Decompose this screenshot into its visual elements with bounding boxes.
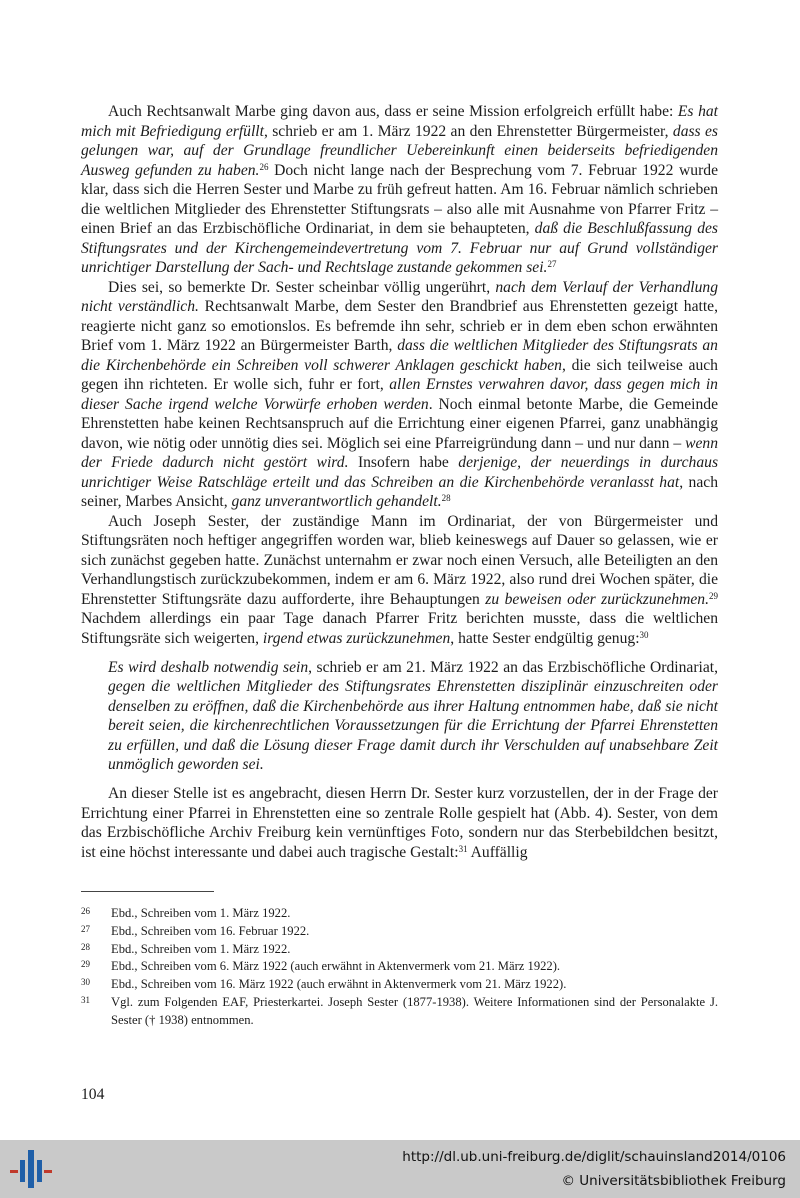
footnote-number: 31 [81,994,90,1005]
italic-text: gegen die weltlichen Mitglieder des Stiftungsrates Ehrenstetten disziplinär einzuschreiten oder denselben zu eröffnen, daß die Kirchenbehörde aus ihrer Haltung entnommen habe, daß sie nicht bereit seien, die kirchenrechtlichen Voraussetzungen für die Errichtung der Pfarrei Ehrenstetten zu erfüllen, und daß die Lösung dieser Frage damit durch ihr Verschulden auf unabsehbare Zeit unmöglich geworden sei. [108,678,718,774]
block-quote [108,658,718,774]
text-run: Rechtsanwalt Marbe, dem Sester den Brandbrief aus Ehrenstetten gezeigt hatte, reagierte nicht ganz so emotionslos. Es befremde ihn sehr, schrieb er in dem eben schon erwähnten Brief vom 1. März 1922 an Bürgermeister Barth, [81,298,718,354]
text-run: Insofern habe [348,454,459,471]
text-run: , hatte Sester endgültig genug: [450,629,640,647]
paragraph [81,102,718,278]
italic-text: allen Ernstes verwahren davor, dass gegen mich in dieser Sache irgend welche Vorwürfe erhoben werden [81,376,718,413]
footnote-number: 27 [81,923,90,934]
italic-text: nach dem Verlauf der Verhandlung nicht verständlich. [81,278,718,315]
footnote-rule [81,891,214,892]
text-run: , nach seiner, Marbes Ansicht, [81,473,718,510]
footnote [81,958,718,976]
footnote-text: Ebd., Schreiben vom 16. Februar 1922. [111,923,310,938]
footnote-marker: 27 [547,259,557,269]
paragraph [81,278,718,512]
footnote-text: Ebd., Schreiben vom 1. März 1922. [111,906,291,920]
ub-freiburg-logo-icon[interactable] [8,1146,56,1192]
document-url-link[interactable]: http://dl.ub.uni-freiburg.de/diglit/schauinsland2014/0106 [402,1149,786,1165]
viewer-footer [0,1140,800,1198]
italic-text: irgend etwas zurückzunehmen [262,629,451,647]
paragraph [81,784,718,862]
italic-text: wenn der Friede dadurch nicht gestört wird. [81,434,718,471]
italic-text: daß die Beschlußfassung des Stiftungsrates und der Kirchengemeindevertretung vom 7. Februar nur auf Grund vollständiger unrichtiger Darstellung der Sach- und Rechtslage zustande gekommen sei. [81,220,718,276]
text-run: . Noch einmal betonte Marbe, die Gemeinde Ehrenstetten habe keinen Rechtsanspruch auf die Errichtung einer eigenen Pfarrei, ganz unabhängig davon, wie nötig oder unnötig dies sei. Möglich sei eine Pfarreigründung dann – und nur dann – [81,395,718,452]
footnote-marker: 30 [639,629,649,640]
text-run: , schrieb er am 1. März 1922 an den Ehrenstetter Bürgermeister, [263,122,673,140]
footnotes [81,905,718,1030]
footnote-marker: 26 [259,161,269,172]
footnote [81,941,718,959]
footnote [81,994,718,1030]
italic-text: Es wird deshalb notwendig sein [108,659,309,676]
footnote-marker: 28 [441,493,451,503]
text-run: Auch Rechtsanwalt Marbe ging davon aus, dass er seine Mission erfolgreich erfüllt habe: [108,103,678,120]
italic-text: dass es gelungen war, auf der Grundlage freundlicher Uebereinkunft einen beiderseits befriedigenden Ausweg gefunden zu haben. [81,122,719,179]
page-number: 104 [81,1086,105,1103]
text-run: Nachdem allerdings ein paar Tage danach Pfarrer Fritz berichten musste, dass die weltlichen Stiftungsräte sich weigerten, [81,610,718,647]
footnote-marker: 29 [709,590,719,601]
footnote-text: Vgl. zum Folgenden EAF, Priesterkartei. Joseph Sester (1877-1938). Weitere Informationen sind der Personalakte J. Sester († 1938) entnommen. [111,994,718,1027]
paragraph [81,512,718,649]
text-run: , die sich teilweise auch gegen ihn richteten. Er wolle sich, fuhr er fort, [81,356,718,393]
footnote-text: Ebd., Schreiben vom 16. März 1922 (auch erwähnt in Aktenvermerk vom 21. März 1922). [111,977,567,992]
italic-text: Es hat mich mit Befriedigung erfüllt [81,103,718,140]
text-run: Auch Joseph Sester, der zuständige Mann im Ordinariat, der von Bürgermeister und Stiftungsräten noch heftiger angegriffen worden war, blieb keineswegs auf Dauer so gelassen, wie er sich zunächst gegeben hatte. Zunächst unternahm er zwar noch einen Versuch, alle Beteiligten an den Verhandlungstisch zurückzubekommen, indem er am 6. März 1922, also rund drei Wochen später, die Ehrenstetter Stiftungsräte dazu aufforderte, ihre Behauptungen [81,512,718,608]
body-text [81,102,718,862]
footnote-text: Ebd., Schreiben vom 6. März 1922 (auch erwähnt in Aktenvermerk vom 21. März 1922). [111,959,561,974]
footnote [81,976,718,994]
footnote [81,905,718,923]
italic-text: derjenige, der neuerdings in durchaus unrichtiger Weise Ratschläge erteilt und das Schreiben an die Kirchenbehörde veranlasst hat [81,454,719,491]
footnote-number: 26 [81,906,90,916]
text-run: An dieser Stelle ist es angebracht, diesen Herrn Dr. Sester kurz vorzustellen, der in der Frage der Errichtung einer Pfarrei in Ehrenstetten eine so zentrale Rolle gespielt hat (Abb. 4). Sester, von dem das Erzbischöfliche Archiv Freiburg kein vernünftiges Foto, sondern nur das Sterbebildchen besitzt, ist eine höchst interessante und dabei auch tragische Gestalt: [81,785,718,861]
text-run: Dies sei, so bemerkte Dr. Sester scheinbar völlig ungerührt, [108,278,496,296]
footnote [81,923,718,941]
italic-text: ganz unverantwortlich gehandelt. [231,493,442,510]
footnote-number: 29 [81,959,90,970]
footnote-text: Ebd., Schreiben vom 1. März 1922. [111,941,291,956]
text-run: Doch nicht lange nach der Besprechung vom 7. Februar 1922 wurde klar, dass sich die Herren Sester und Marbe zu früh gefreut hatten. Am 16. Februar nämlich schrieben die weltlichen Mitglieder des Ehrenstetter Stiftungsrats – also alle mit Ausnahme von Pfarrer Fritz – einen Brief an das Erzbischöfliche Ordinariat, in dem sie behaupteten, [81,161,718,237]
copyright-notice: © Universitätsbibliothek Freiburg [561,1173,786,1189]
text-run: , schrieb er am 21. März 1922 an das Erzbischöfliche Ordinariat, [308,659,718,676]
footnote-marker: 31 [458,843,468,854]
text-run: Auffällig [467,843,528,861]
footnote-number: 30 [81,977,90,988]
italic-text: zu beweisen oder zurückzunehmen. [485,590,710,608]
italic-text: dass die weltlichen Mitglieder des Stiftungsrats an die Kirchenbehörde ein Schreiben voll schwerer Anklagen geschickt haben [81,337,718,374]
footnote-number: 28 [81,941,90,952]
